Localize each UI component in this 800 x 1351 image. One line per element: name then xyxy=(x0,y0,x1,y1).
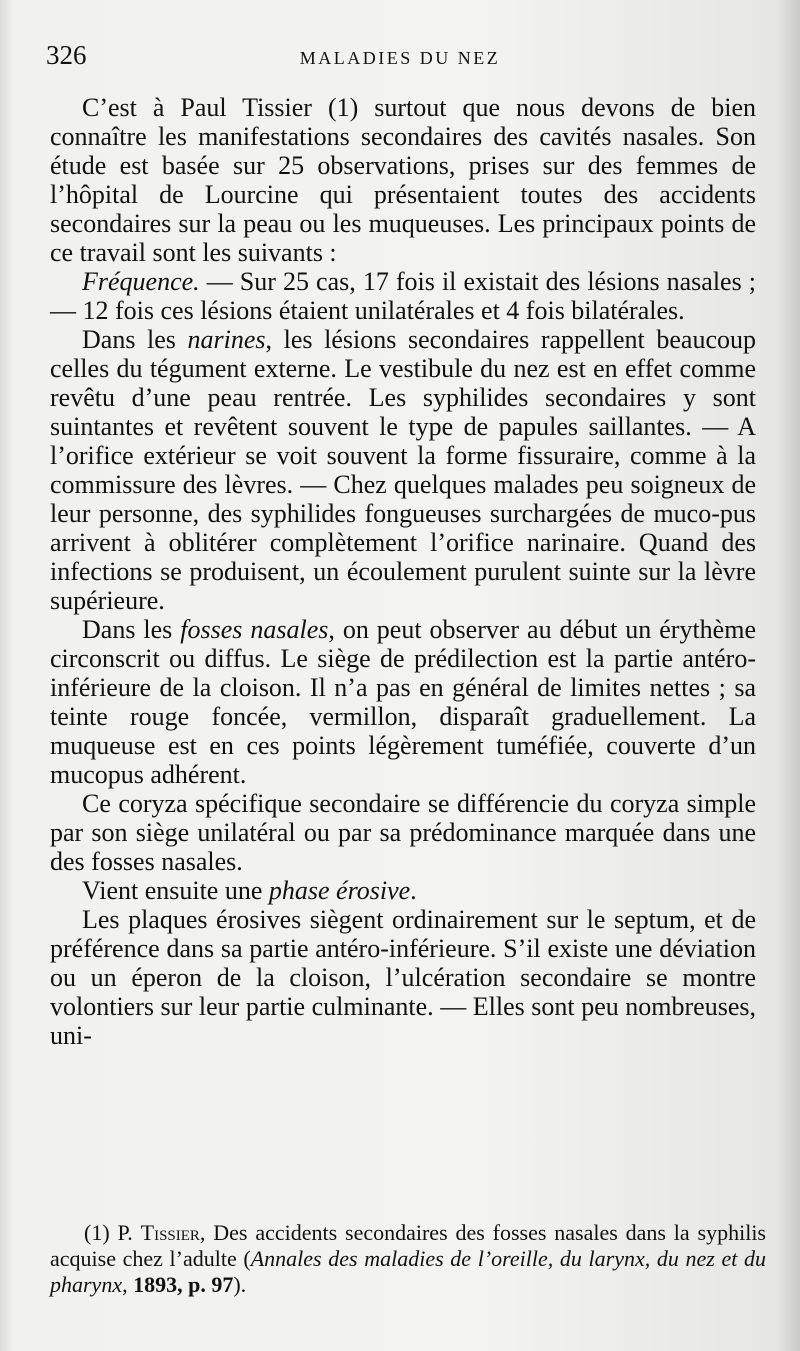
page-number: 326 xyxy=(46,40,87,70)
paragraph xyxy=(50,789,756,876)
paragraph-segment: Fréquence. xyxy=(82,267,200,296)
paragraph-segment: , on peut observer au début un érythème circonscrit ou diffus. Le siège de prédilection est la partie antéro-inférieure de la cloison. Il n’a pas en général de limites nettes ; sa teinte rouge foncée, vermillon, disparaît graduellement. La muqueuse est en ces points légèrement tuméfiée, couverte d’un mucopus adhérent. xyxy=(50,615,756,789)
page-header xyxy=(46,40,754,74)
paragraph-segment: C’est à Paul Tissier (1) surtout que nous devons de bien connaître les manifestations secondaires des cavités nasales. Son étude est basée sur 25 observations, prises sur des femmes de l’hôpital de Lourcine qui présentaient toutes des accidents secondaires sur la peau ou les muqueuses. Les principaux points de ce travail sont les suivants : xyxy=(50,93,756,267)
footnote-segment: Annales des maladies de l’oreille, du larynx, du nez et du pharynx xyxy=(50,1246,766,1297)
paragraph-segment: Dans les xyxy=(82,615,181,644)
paragraph-segment: . xyxy=(410,876,417,905)
paragraph xyxy=(50,325,756,615)
paragraph-segment: fosses nasales xyxy=(180,615,329,644)
footnote-segment: ). xyxy=(233,1272,247,1297)
paragraph xyxy=(50,93,756,267)
paragraph xyxy=(50,876,756,905)
paragraph xyxy=(50,267,756,325)
paragraph-segment: , les lésions secondaires rappellent beaucoup celles du tégument externe. Le vestibule du nez est en effet comme revêtu d’une peau rentrée. Les syphilides secondaires y sont suintantes et revêtent souvent le type de papules saillantes. — A l’orifice extérieur se voit souvent la forme fissuraire, comme à la commissure des lèvres. — Chez quelques malades peu soigneux de leur personne, des syphilides fongueuses surchargées de muco-pus arrivent à oblitérer complètement l’orifice narinaire. Quand des infections se produisent, un écoulement purulent suinte sur la lèvre supérieure. xyxy=(50,325,756,615)
footnote-segment: , Des accidents secondaires des fosses nasales dans la syphilis acquise chez l’adulte ( xyxy=(50,1220,766,1271)
paragraph-segment: phase érosive xyxy=(268,876,411,905)
footnote xyxy=(50,1220,766,1298)
footnote-text xyxy=(50,1220,766,1298)
paragraph-segment: Ce coryza spécifique secondaire se différencie du coryza simple par son siège unilatéral ou par sa prédominance marquée dans une des fosses nasales. xyxy=(50,789,756,876)
paragraph-segment: Vient ensuite une xyxy=(82,876,269,905)
running-title: MALADIES DU NEZ xyxy=(299,48,501,68)
paragraph-segment: narines xyxy=(187,325,266,354)
footnote-segment: , xyxy=(122,1272,134,1297)
paragraph-segment: Les plaques érosives siègent ordinairement sur le septum, et de préférence dans sa partie antéro-inférieure. S’il existe une déviation ou un éperon de la cloison, l’ulcération secondaire se montre volontiers sur leur partie culminante. — Elles sont peu nombreuses, uni- xyxy=(50,905,756,1050)
paragraph-segment: Dans les xyxy=(82,325,188,354)
footnote-segment: Tissier xyxy=(140,1220,200,1245)
footnote-segment: 1893, p. 97 xyxy=(133,1272,234,1297)
paragraph xyxy=(50,615,756,789)
body-text xyxy=(50,93,756,1050)
footnote-segment: (1) P. xyxy=(84,1220,141,1245)
paragraph xyxy=(50,905,756,1050)
paragraph-segment: — Sur 25 cas, 17 fois il existait des lésions nasales ; — 12 fois ces lésions étaient unilatérales et 4 fois bilatérales. xyxy=(50,267,756,325)
